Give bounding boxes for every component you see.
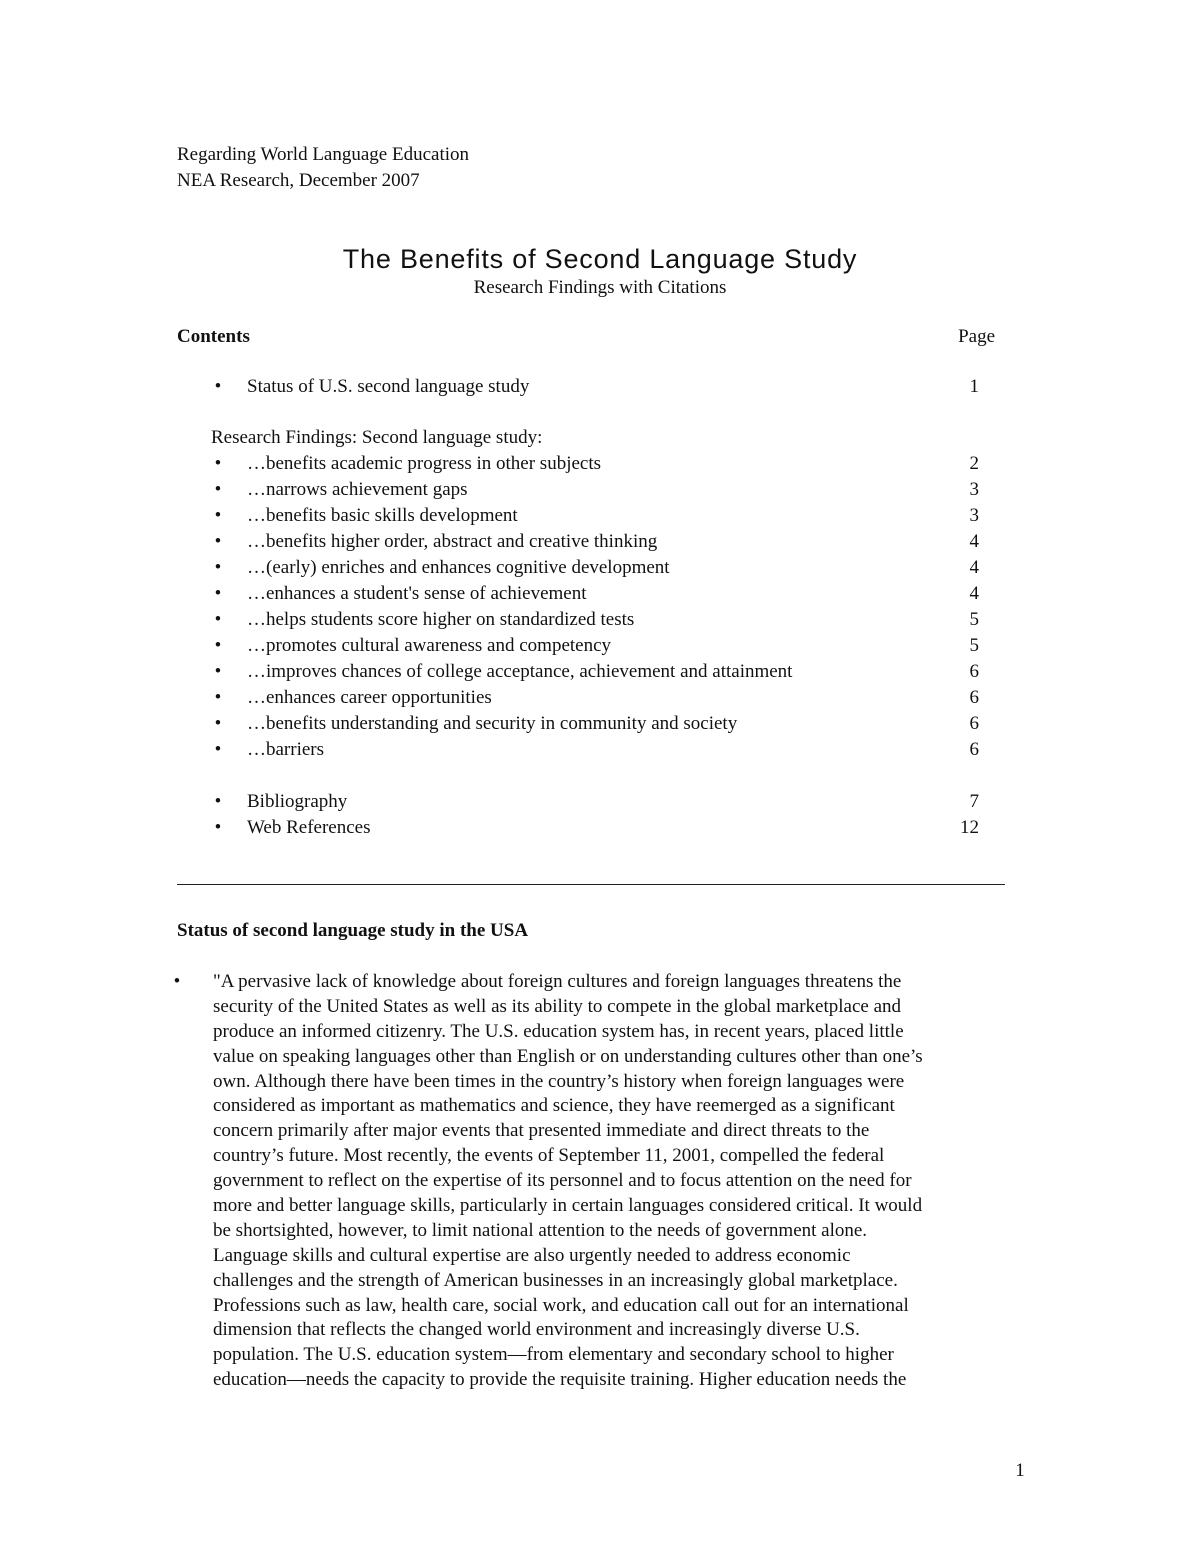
- bullet: •: [214, 453, 222, 474]
- toc-entry-text: …benefits higher order, abstract and creative thinking: [247, 531, 658, 552]
- toc-entry-text: …enhances career opportunities: [247, 687, 492, 708]
- toc-entry: [177, 711, 997, 737]
- toc-entry: [177, 633, 997, 659]
- toc-entry-text: …narrows achievement gaps: [247, 479, 468, 500]
- section-heading: Status of second language study in the USA: [177, 920, 529, 941]
- toc-entry: [177, 737, 997, 763]
- toc-entry-page: 3: [969, 505, 979, 526]
- toc-entry-text: …benefits understanding and security in community and society: [247, 713, 738, 734]
- bullet: •: [214, 661, 222, 682]
- toc-findings-heading-text: Research Findings: Second language study:: [211, 427, 543, 448]
- toc-entry-page: 4: [969, 583, 979, 604]
- toc-entry: [177, 659, 997, 685]
- toc-entry-text: …improves chances of college acceptance, achievement and attainment: [247, 661, 793, 682]
- table-of-contents: [177, 324, 997, 841]
- toc-entry-page: 6: [969, 687, 979, 708]
- bullet: •: [214, 557, 222, 578]
- bullet: •: [214, 376, 222, 397]
- toc-entry-page: 4: [969, 531, 979, 552]
- header-line-topic: Regarding World Language Education: [177, 144, 470, 165]
- toc-entry: [177, 555, 997, 581]
- bullet: •: [214, 609, 222, 630]
- paragraph-line: Professions such as law, health care, social work, and education call out for an international: [213, 1294, 909, 1316]
- toc-entry-text: …promotes cultural awareness and competency: [247, 635, 612, 656]
- bullet: •: [214, 791, 222, 812]
- paragraph-line: dimension that reflects the changed world environment and increasingly diverse U.S.: [213, 1319, 860, 1341]
- bullet: •: [214, 505, 222, 526]
- paragraph-line: government to reflect on the expertise of its personnel and to focus attention on the need for: [213, 1170, 912, 1192]
- paragraph-line: Language skills and cultural expertise are also urgently needed to address economic: [213, 1244, 851, 1266]
- toc-entry-page: 6: [969, 739, 979, 760]
- toc-entry-text: …benefits basic skills development: [247, 505, 518, 526]
- toc-entry-text: …enhances a student's sense of achievement: [247, 583, 587, 604]
- paragraph-line: education—needs the capacity to provide the requisite training. Higher education needs the: [213, 1369, 907, 1391]
- toc-page-column-label: Page: [958, 326, 995, 347]
- toc-entry: [177, 685, 997, 711]
- toc-entry-page: 5: [969, 609, 979, 630]
- bullet: •: [214, 739, 222, 760]
- paragraph-line: produce an informed citizenry. The U.S. education system has, in recent years, placed little: [213, 1020, 904, 1042]
- toc-entry-web-references: [177, 815, 997, 841]
- toc-entry-text: …benefits academic progress in other subjects: [247, 453, 602, 474]
- toc-header: [177, 324, 997, 349]
- toc-entry-text: …(early) enriches and enhances cognitive development: [247, 557, 670, 578]
- bullet: •: [214, 479, 222, 500]
- toc-entry-page: 5: [969, 635, 979, 656]
- bullet: •: [214, 713, 222, 734]
- toc-entry-text: Bibliography: [247, 791, 348, 812]
- horizontal-rule: [177, 884, 1005, 885]
- paragraph-line: country’s future. Most recently, the events of September 11, 2001, compelled the federal: [213, 1145, 885, 1167]
- toc-entry-page: 3: [969, 479, 979, 500]
- paragraph-line: considered as important as mathematics and science, they have reemerged as a significant: [213, 1095, 895, 1117]
- paragraph-line: population. The U.S. education system—from elementary and secondary school to higher: [213, 1344, 894, 1366]
- toc-entry-page: 7: [969, 791, 979, 812]
- toc-entry-text: …barriers: [247, 739, 325, 760]
- toc-entry: [177, 529, 997, 555]
- toc-entry: [177, 503, 997, 529]
- document-subtitle: Research Findings with Citations: [473, 277, 727, 298]
- toc-entry: [177, 451, 997, 477]
- paragraph-line: be shortsighted, however, to limit national attention to the needs of government alone.: [213, 1219, 868, 1241]
- toc-entry: [177, 477, 997, 503]
- header-line-source: NEA Research, December 2007: [177, 170, 420, 191]
- paragraph-line: concern primarily after major events that presented immediate and direct threats to the: [213, 1120, 870, 1142]
- paragraph-line: value on speaking languages other than English or on understanding cultures other than one’s: [213, 1045, 923, 1067]
- toc-entry-text: Status of U.S. second language study: [247, 376, 530, 397]
- toc-entry-page: 6: [969, 661, 979, 682]
- toc-entry-page: 12: [960, 817, 979, 838]
- paragraph-line: security of the United States as well as its ability to compete in the global marketplace and: [213, 995, 902, 1017]
- toc-entry-page: 6: [969, 713, 979, 734]
- toc-findings-heading: [177, 425, 997, 451]
- bullet: •: [214, 531, 222, 552]
- page-number: 1: [1015, 1460, 1025, 1481]
- paragraph-line: own. Although there have been times in the country’s history when foreign languages were: [213, 1070, 905, 1092]
- bullet: •: [214, 687, 222, 708]
- toc-entry-page: 2: [969, 453, 979, 474]
- toc-heading: Contents: [177, 326, 250, 347]
- paragraph-line: "A pervasive lack of knowledge about foreign cultures and foreign languages threatens the: [213, 971, 902, 992]
- quote-paragraph: [213, 969, 1025, 1392]
- toc-entry: [177, 607, 997, 633]
- toc-entry-text: …helps students score higher on standardized tests: [247, 609, 635, 630]
- toc-entry-page: 1: [969, 376, 979, 397]
- toc-entry-status: [177, 374, 997, 400]
- toc-entry-text: Web References: [247, 817, 371, 838]
- toc-entry-page: 4: [969, 557, 979, 578]
- bullet: •: [173, 971, 181, 992]
- toc-entry: [177, 581, 997, 607]
- bullet: •: [214, 635, 222, 656]
- bullet: •: [214, 583, 222, 604]
- document-title: The Benefits of Second Language Study: [342, 244, 858, 274]
- bullet: •: [214, 817, 222, 838]
- toc-entry-bibliography: [177, 789, 997, 815]
- paragraph-line: challenges and the strength of American businesses in an increasingly global marketplace.: [213, 1269, 898, 1291]
- document-header: [177, 142, 877, 194]
- paragraph-line: more and better language skills, particularly in certain languages considered critical. It would: [213, 1195, 923, 1217]
